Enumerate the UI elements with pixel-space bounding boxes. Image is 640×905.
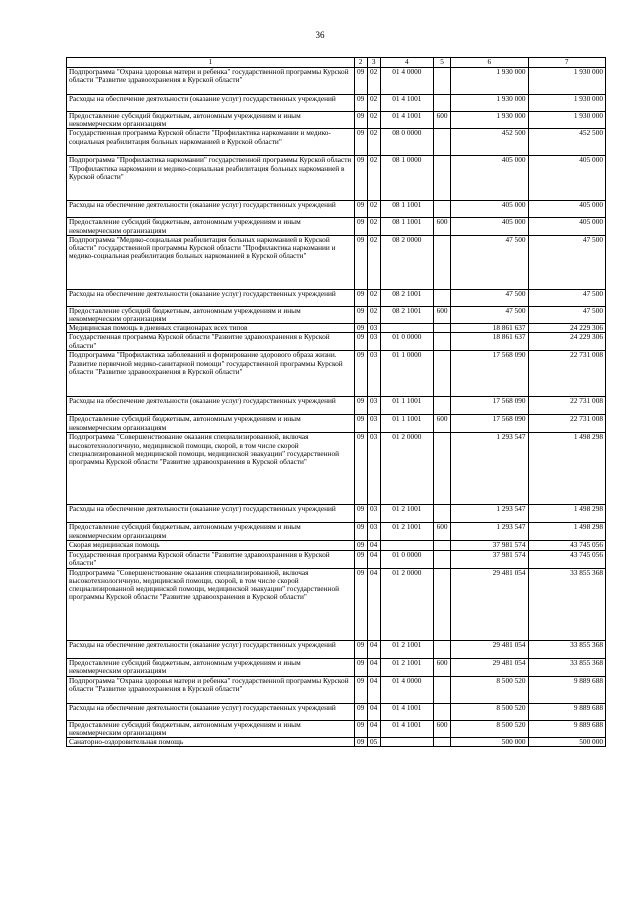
cell-expense-type (434, 333, 451, 351)
cell-year2-amount: 452 500 (528, 129, 605, 156)
cell-target-article: 08 2 1001 (380, 306, 433, 323)
cell-section: 09 (354, 351, 367, 397)
table-row (67, 95, 606, 112)
cell-name: Предоставление субсидий бюджетным, автономным учреждениям и иным некоммерческим организациям (67, 306, 355, 323)
cell-name: Подпрограмма "Совершенствование оказания специализированной, включая высокотехнологичную, медицинской помощи, скорой, в том числе скорой специализированной медицинской помощи, медицинской эвакуации" государственной программы Курской области "Развитие здравоохранения в Курской области" (67, 568, 355, 640)
cell-expense-type: 600 (434, 306, 451, 323)
cell-section: 09 (354, 676, 367, 703)
cell-year2-amount: 22 731 008 (528, 397, 605, 415)
header-target-article: 4 (380, 58, 433, 68)
cell-target-article: 01 4 1001 (380, 720, 433, 737)
cell-name: Расходы на обеспечение деятельности (оказание услуг) государственных учреждений (67, 289, 355, 306)
cell-expense-type (434, 640, 451, 658)
cell-year1-amount: 8 500 520 (451, 720, 528, 737)
cell-expense-type (434, 550, 451, 568)
cell-year2-amount: 405 000 (528, 218, 605, 235)
cell-year1-amount: 29 481 054 (451, 658, 528, 676)
cell-year2-amount: 22 731 008 (528, 351, 605, 397)
cell-target-article: 01 2 0000 (380, 568, 433, 640)
cell-year1-amount: 1 930 000 (451, 112, 528, 129)
cell-year1-amount: 8 500 520 (451, 676, 528, 703)
cell-name: Подпрограмма "Совершенствование оказания специализированной, включая высокотехнологичную, медицинской помощи, скорой, в том числе скорой специализированной медицинской помощи, медицинской эвакуации" государственной программы Курской области "Развитие здравоохранения в Курской области" (67, 433, 355, 505)
cell-year2-amount: 22 731 008 (528, 415, 605, 433)
cell-year1-amount: 1 293 547 (451, 505, 528, 523)
cell-section: 09 (354, 218, 367, 235)
cell-target-article: 01 4 0000 (380, 676, 433, 703)
cell-subsection: 02 (367, 112, 380, 129)
cell-year2-amount: 1 930 000 (528, 112, 605, 129)
cell-target-article: 08 2 1001 (380, 289, 433, 306)
cell-section: 09 (354, 720, 367, 737)
cell-name: Предоставление субсидий бюджетным, автономным учреждениям и иным некоммерческим организациям (67, 720, 355, 737)
cell-year1-amount: 1 293 547 (451, 523, 528, 541)
cell-name: Подпрограмма "Профилактика наркомании" государственной программы Курской области "Профилактика наркомании и медико-социальная реабилитация больных наркоманией в Курской области" (67, 156, 355, 201)
cell-name: Расходы на обеспечение деятельности (оказание услуг) государственных учреждений (67, 201, 355, 218)
cell-subsection: 02 (367, 68, 380, 95)
cell-target-article: 01 4 1001 (380, 112, 433, 129)
cell-year1-amount: 29 481 054 (451, 640, 528, 658)
cell-year2-amount: 1 498 298 (528, 505, 605, 523)
cell-year2-amount: 9 889 688 (528, 703, 605, 720)
cell-section: 09 (354, 68, 367, 95)
cell-subsection: 03 (367, 333, 380, 351)
cell-target-article: 08 1 0000 (380, 156, 433, 201)
header-expense-type: 5 (434, 58, 451, 68)
cell-subsection: 04 (367, 568, 380, 640)
cell-section: 09 (354, 306, 367, 323)
cell-year1-amount: 37 981 574 (451, 541, 528, 550)
cell-target-article: 01 4 1001 (380, 703, 433, 720)
cell-subsection: 02 (367, 289, 380, 306)
cell-subsection: 05 (367, 738, 380, 747)
cell-target-article: 08 2 0000 (380, 235, 433, 289)
cell-year1-amount: 1 930 000 (451, 68, 528, 95)
table-row (67, 324, 606, 333)
cell-name: Предоставление субсидий бюджетным, автономным учреждениям и иным некоммерческим организациям (67, 218, 355, 235)
table-row (67, 640, 606, 658)
cell-subsection: 04 (367, 703, 380, 720)
cell-expense-type: 600 (434, 415, 451, 433)
cell-subsection: 03 (367, 415, 380, 433)
cell-expense-type (434, 676, 451, 703)
cell-name: Государственная программа Курской области "Развитие здравоохранения в Курской области" (67, 550, 355, 568)
cell-year2-amount: 405 000 (528, 156, 605, 201)
cell-target-article: 01 4 1001 (380, 95, 433, 112)
cell-name: Подпрограмма "Профилактика заболеваний и формирование здорового образа жизни. Развитие первичной медико-санитарной помощи" государственной программы Курской области "Развитие здравоохранения в Курской области" (67, 351, 355, 397)
table-row (67, 235, 606, 289)
cell-year1-amount: 17 568 090 (451, 397, 528, 415)
table-row (67, 333, 606, 351)
cell-subsection: 04 (367, 658, 380, 676)
cell-expense-type (434, 568, 451, 640)
cell-year2-amount: 24 229 306 (528, 333, 605, 351)
cell-year1-amount: 405 000 (451, 201, 528, 218)
cell-section: 09 (354, 415, 367, 433)
cell-section: 09 (354, 541, 367, 550)
cell-name: Медицинская помощь в дневных стационарах всех типов (67, 324, 355, 333)
cell-year2-amount: 500 000 (528, 738, 605, 747)
cell-year1-amount: 29 481 054 (451, 568, 528, 640)
cell-year2-amount: 9 889 688 (528, 720, 605, 737)
table-row (67, 738, 606, 747)
table-row (67, 201, 606, 218)
cell-year1-amount: 8 500 520 (451, 703, 528, 720)
cell-year2-amount: 1 498 298 (528, 433, 605, 505)
table-row (67, 415, 606, 433)
cell-section: 09 (354, 658, 367, 676)
cell-section: 09 (354, 505, 367, 523)
cell-subsection: 02 (367, 95, 380, 112)
cell-year2-amount: 47 500 (528, 235, 605, 289)
cell-year2-amount: 9 889 688 (528, 676, 605, 703)
cell-section: 09 (354, 95, 367, 112)
cell-section: 09 (354, 568, 367, 640)
cell-name: Подпрограмма "Медико-социальная реабилитация больных наркоманией в Курской области" государственной программы Курской области "Профилактика наркомании и медико-социальная реабилитация больных наркоманией в Курской области" (67, 235, 355, 289)
cell-expense-type (434, 703, 451, 720)
cell-expense-type: 600 (434, 218, 451, 235)
cell-year1-amount: 500 000 (451, 738, 528, 747)
cell-expense-type: 600 (434, 523, 451, 541)
cell-name: Расходы на обеспечение деятельности (оказание услуг) государственных учреждений (67, 95, 355, 112)
cell-year2-amount: 33 855 368 (528, 658, 605, 676)
cell-year2-amount: 24 229 306 (528, 324, 605, 333)
header-subsection: 3 (367, 58, 380, 68)
cell-target-article: 01 1 1001 (380, 397, 433, 415)
cell-target-article (380, 324, 433, 333)
cell-expense-type: 600 (434, 720, 451, 737)
table-row (67, 433, 606, 505)
cell-section: 09 (354, 324, 367, 333)
cell-section: 09 (354, 201, 367, 218)
cell-section: 09 (354, 433, 367, 505)
cell-expense-type (434, 201, 451, 218)
table-row (67, 550, 606, 568)
cell-year2-amount: 47 500 (528, 289, 605, 306)
cell-target-article: 01 4 0000 (380, 68, 433, 95)
table-row (67, 703, 606, 720)
cell-year2-amount: 1 498 298 (528, 523, 605, 541)
table-row (67, 397, 606, 415)
cell-target-article: 01 2 1001 (380, 640, 433, 658)
cell-year1-amount: 405 000 (451, 218, 528, 235)
table-row (67, 658, 606, 676)
table-row (67, 156, 606, 201)
cell-expense-type (434, 351, 451, 397)
table-row (67, 218, 606, 235)
cell-year1-amount: 18 861 637 (451, 324, 528, 333)
cell-year2-amount: 43 745 056 (528, 550, 605, 568)
cell-year1-amount: 17 568 090 (451, 415, 528, 433)
cell-expense-type (434, 397, 451, 415)
cell-year1-amount: 37 981 574 (451, 550, 528, 568)
cell-name: Предоставление субсидий бюджетным, автономным учреждениям и иным некоммерческим организациям (67, 658, 355, 676)
cell-section: 09 (354, 523, 367, 541)
cell-subsection: 02 (367, 201, 380, 218)
table-row (67, 112, 606, 129)
cell-expense-type (434, 289, 451, 306)
cell-name: Предоставление субсидий бюджетным, автономным учреждениям и иным некоммерческим организациям (67, 112, 355, 129)
cell-year1-amount: 47 500 (451, 306, 528, 323)
cell-section: 09 (354, 129, 367, 156)
cell-expense-type (434, 156, 451, 201)
cell-section: 09 (354, 550, 367, 568)
cell-subsection: 03 (367, 351, 380, 397)
cell-year1-amount: 405 000 (451, 156, 528, 201)
cell-year1-amount: 452 500 (451, 129, 528, 156)
cell-expense-type: 600 (434, 112, 451, 129)
cell-expense-type: 600 (434, 658, 451, 676)
budget-table (66, 57, 606, 747)
cell-year2-amount: 1 930 000 (528, 68, 605, 95)
cell-target-article: 01 2 1001 (380, 523, 433, 541)
cell-name: Предоставление субсидий бюджетным, автономным учреждениям и иным некоммерческим организациям (67, 523, 355, 541)
cell-section: 09 (354, 333, 367, 351)
cell-target-article (380, 738, 433, 747)
cell-target-article: 01 1 1001 (380, 415, 433, 433)
cell-subsection: 04 (367, 541, 380, 550)
table-row (67, 129, 606, 156)
table-row (67, 541, 606, 550)
cell-section: 09 (354, 235, 367, 289)
cell-expense-type (434, 505, 451, 523)
table-row (67, 523, 606, 541)
cell-target-article: 01 0 0000 (380, 550, 433, 568)
cell-year2-amount: 43 745 056 (528, 541, 605, 550)
cell-subsection: 04 (367, 640, 380, 658)
cell-subsection: 02 (367, 156, 380, 201)
cell-subsection: 03 (367, 523, 380, 541)
cell-expense-type (434, 68, 451, 95)
table-row (67, 68, 606, 95)
cell-target-article: 01 1 0000 (380, 351, 433, 397)
header-section: 2 (354, 58, 367, 68)
cell-target-article: 01 0 0000 (380, 333, 433, 351)
cell-target-article: 01 2 0000 (380, 433, 433, 505)
cell-year2-amount: 1 930 000 (528, 95, 605, 112)
cell-expense-type (434, 95, 451, 112)
cell-section: 09 (354, 397, 367, 415)
cell-name: Санаторно-оздоровительная помощь (67, 738, 355, 747)
cell-year1-amount: 17 568 090 (451, 351, 528, 397)
table-row (67, 306, 606, 323)
table-header-row (67, 58, 606, 68)
table-row (67, 505, 606, 523)
cell-section: 09 (354, 156, 367, 201)
cell-name: Скорая медицинская помощь (67, 541, 355, 550)
cell-target-article: 01 2 1001 (380, 658, 433, 676)
cell-target-article (380, 541, 433, 550)
table-row (67, 568, 606, 640)
cell-name: Государственная программа Курской области "Профилактика наркомании и медико-социальная реабилитация больных наркоманией в Курской области" (67, 129, 355, 156)
cell-year2-amount: 47 500 (528, 306, 605, 323)
cell-subsection: 02 (367, 306, 380, 323)
cell-expense-type (434, 324, 451, 333)
cell-year1-amount: 1 930 000 (451, 95, 528, 112)
cell-subsection: 04 (367, 720, 380, 737)
cell-expense-type (434, 738, 451, 747)
cell-target-article: 08 0 0000 (380, 129, 433, 156)
cell-target-article: 08 1 1001 (380, 218, 433, 235)
table-body (67, 68, 606, 747)
table-row (67, 289, 606, 306)
cell-year2-amount: 33 855 368 (528, 568, 605, 640)
cell-subsection: 04 (367, 676, 380, 703)
cell-subsection: 04 (367, 550, 380, 568)
cell-target-article: 08 1 1001 (380, 201, 433, 218)
cell-section: 09 (354, 289, 367, 306)
cell-subsection: 02 (367, 235, 380, 289)
cell-subsection: 03 (367, 324, 380, 333)
cell-subsection: 02 (367, 129, 380, 156)
cell-section: 09 (354, 640, 367, 658)
cell-section: 09 (354, 738, 367, 747)
cell-year2-amount: 33 855 368 (528, 640, 605, 658)
cell-year1-amount: 1 293 547 (451, 433, 528, 505)
cell-target-article: 01 2 1001 (380, 505, 433, 523)
cell-name: Подпрограмма "Охрана здоровья матери и ребенка" государственной программы Курской области "Развитие здравоохранения в Курской области" (67, 676, 355, 703)
cell-year2-amount: 405 000 (528, 201, 605, 218)
table-row (67, 351, 606, 397)
cell-subsection: 03 (367, 433, 380, 505)
cell-name: Государственная программа Курской области "Развитие здравоохранения в Курской области" (67, 333, 355, 351)
cell-name: Предоставление субсидий бюджетным, автономным учреждениям и иным некоммерческим организациям (67, 415, 355, 433)
cell-subsection: 03 (367, 397, 380, 415)
cell-year1-amount: 47 500 (451, 235, 528, 289)
cell-expense-type (434, 129, 451, 156)
cell-year1-amount: 47 500 (451, 289, 528, 306)
cell-name: Расходы на обеспечение деятельности (оказание услуг) государственных учреждений (67, 397, 355, 415)
page-number: 36 (315, 30, 325, 40)
cell-expense-type (434, 235, 451, 289)
cell-subsection: 02 (367, 218, 380, 235)
cell-subsection: 03 (367, 505, 380, 523)
cell-name: Расходы на обеспечение деятельности (оказание услуг) государственных учреждений (67, 703, 355, 720)
header-year1-amount: 6 (451, 58, 528, 68)
table-row (67, 720, 606, 737)
cell-year1-amount: 18 861 637 (451, 333, 528, 351)
cell-section: 09 (354, 112, 367, 129)
cell-name: Подпрограмма "Охрана здоровья матери и ребенка" государственной программы Курской области "Развитие здравоохранения в Курской области" (67, 68, 355, 95)
cell-section: 09 (354, 703, 367, 720)
cell-expense-type (434, 433, 451, 505)
cell-name: Расходы на обеспечение деятельности (оказание услуг) государственных учреждений (67, 505, 355, 523)
header-name: 1 (67, 58, 355, 68)
header-year2-amount: 7 (528, 58, 605, 68)
cell-expense-type (434, 541, 451, 550)
cell-name: Расходы на обеспечение деятельности (оказание услуг) государственных учреждений (67, 640, 355, 658)
table-row (67, 676, 606, 703)
